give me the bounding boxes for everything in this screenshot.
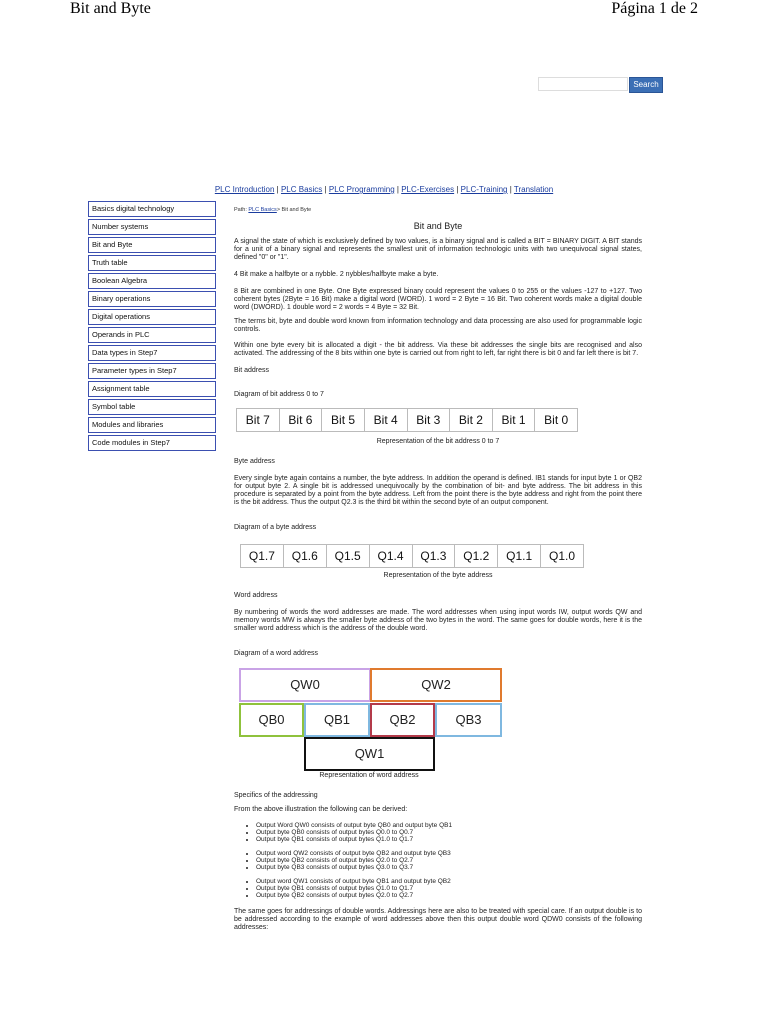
word-box-qw1: QW1 xyxy=(304,737,435,771)
print-header-title: Bit and Byte xyxy=(70,0,151,17)
byte-cell: Q1.0 xyxy=(549,549,576,563)
sidebar-item-code-modules[interactable]: Code modules in Step7 xyxy=(88,435,216,451)
byte-box-qb0: QB0 xyxy=(239,703,304,737)
byte-cell: Q1.3 xyxy=(413,545,456,567)
section-heading: Word address xyxy=(234,592,278,599)
paragraph: 8 Bit are combined in one Byte. One Byte expressed binary could represent the values 0 to 255 or the values -127 to +127. Two coherent bytes (2Byte = 16 Bit) make a digital word (WORD). 1 word = 2 Byte = 16 Bit. Two coherent words make a digital double word (DWORD). 1 double word = 2 words = 4 Byte = 32 Bit. xyxy=(234,288,642,311)
list-item: • Output word QW1 consists of output byte QB1 and output byte QB2 xyxy=(256,878,642,885)
list-item: • Output Word QW0 consists of output byte QB0 and output byte QB1 xyxy=(256,822,642,829)
list-item: • Output byte QB2 consists of output bytes Q2.0 to Q2.7 xyxy=(256,892,642,899)
bit-cell: Bit 7 xyxy=(237,409,280,431)
print-header-page: Página 1 de 2 xyxy=(611,0,698,17)
sidebar-item-binary-operations[interactable]: Binary operations xyxy=(88,291,216,307)
list-item: • Output byte QB1 consists of output bytes Q1.0 to Q1.7 xyxy=(256,885,642,892)
bit-cell: Bit 0 xyxy=(544,413,569,427)
word-box-qw2: QW2 xyxy=(370,668,502,702)
byte-cell: Q1.2 xyxy=(455,545,498,567)
top-navigation: PLC Introduction | PLC Basics | PLC Programming | PLC-Exercises | PLC-Training | Translation xyxy=(214,185,554,194)
paragraph: Every single byte again contains a number, the byte address. In addition the operand is defined. IB1 stands for input byte 1 or QB2 for output byte 2. A single bit is addressed unequivocally by the combination of bit- and byte address. The bit address in this procedure is separated by a point from the byte address. Left from the point there is the byte address and right from the point there is the bit address. Thus the output Q2.3 is the third bit within the second byte of an output component. xyxy=(234,475,642,506)
paragraph: By numbering of words the word addresses are made. The word addresses when using input words IW, output words QW and memory words MW is always the smaller byte address of the two bytes in the word. The same goes for double words, here it is the smaller word address which is the address of the double word. xyxy=(234,609,642,632)
diagram-title: Diagram of bit address 0 to 7 xyxy=(234,391,324,398)
list-item: • Output byte QB1 consists of output bytes Q1.0 to Q1.7 xyxy=(256,836,642,843)
sidebar-menu xyxy=(88,201,216,453)
paragraph: Within one byte every bit is allocated a digit - the bit address. Via these bit addresses the single bits are recognised and also activated. The addressing of the 8 bits within one byte is carried out from right to left, far right there is bit 0 and far left there is bit 7. xyxy=(234,342,642,357)
bit-cell: Bit 4 xyxy=(365,409,408,431)
sidebar-item-bit-and-byte[interactable]: Bit and Byte xyxy=(88,237,216,253)
search-input[interactable] xyxy=(538,77,628,91)
nav-plc-basics[interactable]: PLC Basics xyxy=(280,185,323,194)
list-item: • Output byte QB0 consists of output bytes Q0.0 to Q0.7 xyxy=(256,829,642,836)
paragraph: A signal the state of which is exclusively defined by two values, is a binary signal and is called a BIT = BINARY DIGIT. A BIT stands for a unit of a binary signal and represents the smallest unit of information technologic units with two unequivocal signal states, defined "0" or "1". xyxy=(234,238,642,261)
sidebar-item-data-types[interactable]: Data types in Step7 xyxy=(88,345,216,361)
word-box-qw0: QW0 xyxy=(239,668,371,702)
byte-box-qb1: QB1 xyxy=(304,703,370,737)
byte-box-qb2: QB2 xyxy=(370,703,435,737)
paragraph: 4 Bit make a halfbyte or a nybble. 2 nybbles/halfbyte make a byte. xyxy=(234,271,439,278)
sidebar-item-modules-and-libraries[interactable]: Modules and libraries xyxy=(88,417,216,433)
byte-cell: Q1.6 xyxy=(284,545,327,567)
sidebar-item-truth-table[interactable]: Truth table xyxy=(88,255,216,271)
search-button[interactable]: Search xyxy=(629,77,663,93)
page-title: Bit and Byte xyxy=(413,221,463,231)
byte-cell: Q1.1 xyxy=(498,545,541,567)
diagram-caption: Representation of the byte address xyxy=(383,572,493,579)
byte-cell: Q1.5 xyxy=(327,545,370,567)
main-content xyxy=(234,206,642,932)
paragraph: The same goes for addressings of double words. Addressings here are also to be treated with special care. If an output double is to be addressed according to the example of word addresses above then this output double word QDW0 consists of the following addresses: xyxy=(234,908,642,931)
bit-address-diagram xyxy=(236,408,578,432)
paragraph: From the above illustration the following can be derived: xyxy=(234,806,408,813)
sidebar-item-boolean-algebra[interactable]: Boolean Algebra xyxy=(88,273,216,289)
diagram-caption: Representation of the bit address 0 to 7 xyxy=(376,438,500,445)
nav-plc-introduction[interactable]: PLC Introduction xyxy=(214,185,275,194)
bit-cell: Bit 6 xyxy=(280,409,323,431)
bullet-list xyxy=(234,878,642,899)
sidebar-item-symbol-table[interactable]: Symbol table xyxy=(88,399,216,415)
nav-translation[interactable]: Translation xyxy=(513,185,554,194)
bit-cell: Bit 1 xyxy=(493,409,536,431)
sidebar-item-basics-digital-technology[interactable]: Basics digital technology xyxy=(88,201,216,217)
diagram-title: Diagram of a byte address xyxy=(234,524,317,531)
section-heading: Specifics of the addressing xyxy=(234,792,318,799)
section-heading: Bit address xyxy=(234,367,270,374)
breadcrumb: Path: PLC Basics> Bit and Byte xyxy=(234,207,312,213)
bullet-list xyxy=(234,850,642,871)
list-item: • Output byte QB3 consists of output bytes Q3.0 to Q3.7 xyxy=(256,864,642,871)
sidebar-item-number-systems[interactable]: Number systems xyxy=(88,219,216,235)
byte-cell: Q1.7 xyxy=(241,545,284,567)
nav-plc-training[interactable]: PLC-Training xyxy=(460,185,508,194)
diagram-title: Diagram of a word address xyxy=(234,650,319,657)
bit-cell: Bit 5 xyxy=(322,409,365,431)
paragraph: The terms bit, byte and double word known from information technology and data processing are also used for programmable logic controls. xyxy=(234,318,642,333)
sidebar-item-operands-in-plc[interactable]: Operands in PLC xyxy=(88,327,216,343)
breadcrumb-link[interactable]: PLC Basics xyxy=(248,207,277,213)
nav-plc-exercises[interactable]: PLC-Exercises xyxy=(401,185,455,194)
bit-cell: Bit 3 xyxy=(408,409,451,431)
sidebar-item-digital-operations[interactable]: Digital operations xyxy=(88,309,216,325)
list-item: • Output word QW2 consists of output byte QB2 and output byte QB3 xyxy=(256,850,642,857)
section-heading: Byte address xyxy=(234,458,275,465)
word-address-diagram xyxy=(234,668,642,772)
bullet-list xyxy=(234,822,642,843)
byte-cell: Q1.4 xyxy=(370,545,413,567)
bit-cell: Bit 2 xyxy=(450,409,493,431)
diagram-caption: Representation of word address xyxy=(319,772,419,779)
sidebar-item-assignment-table[interactable]: Assignment table xyxy=(88,381,216,397)
byte-address-diagram xyxy=(240,544,584,568)
sidebar-item-parameter-types[interactable]: Parameter types in Step7 xyxy=(88,363,216,379)
nav-plc-programming[interactable]: PLC Programming xyxy=(328,185,395,194)
byte-box-qb3: QB3 xyxy=(435,703,502,737)
list-item: • Output byte QB2 consists of output bytes Q2.0 to Q2.7 xyxy=(256,857,642,864)
